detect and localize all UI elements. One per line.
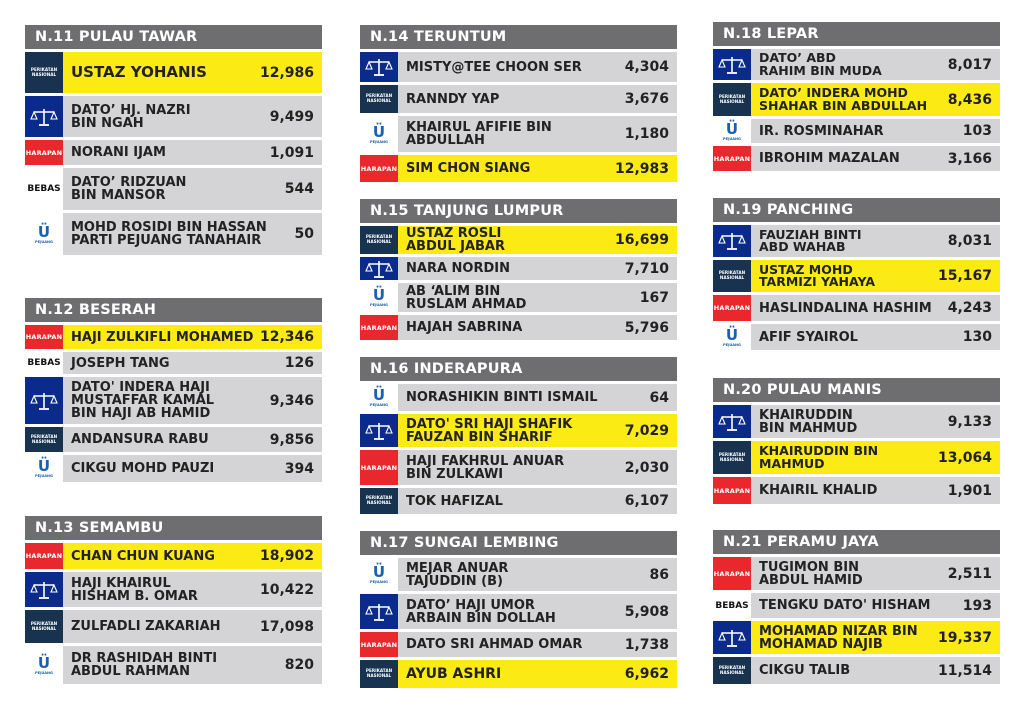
vote-count: 19,337 [937,629,992,646]
pejuang-logo-icon [360,558,398,591]
pn-logo-line2: NASIONAL [366,673,392,678]
candidate-name: HAJI ZULKIFLI MOHAMED [71,329,254,345]
pejuang-logo-icon [25,455,63,482]
pn-logo-line2: NASIONAL [366,239,392,244]
party-logo [713,83,751,116]
constituency-title: N.17 SUNGAI LEMBING [360,531,677,555]
pn-logo-line2: NASIONAL [31,625,57,631]
barisan-nasional-scales-icon [25,377,63,424]
independent-bebas-label: BEBAS [25,352,63,374]
pejuang-mark: Ü [372,386,386,404]
candidate-name: DATO' INDERA HAJI MUSTAFFAR KAMAL BIN HAJI AB HAMID [71,380,215,421]
candidate-name: JOSEPH TANG [71,355,170,371]
pejuang-logo-icon [25,646,63,684]
constituency-title: N.20 PULAU MANIS [713,378,1000,402]
vote-count: 7,029 [624,422,669,439]
vote-count: 3,166 [947,150,992,167]
pn-logo-line2: NASIONAL [719,456,745,462]
party-logo [25,213,63,255]
candidate-name: NORASHIKIN BINTI ISMAIL [406,390,598,405]
candidate-row [713,49,1000,80]
ph-logo-text: HARAPAN [25,148,63,157]
pakatan-harapan-logo-icon [713,146,751,171]
party-logo [25,96,63,137]
pejuang-logo-text: PEJUANG [723,342,741,347]
party-logo [25,427,63,452]
candidate-row [713,477,1000,504]
candidate-row [360,257,677,280]
party-logo [360,315,398,340]
candidate-name: SIM CHON SIANG [406,161,531,176]
party-logo [25,572,63,607]
candidate-row [25,352,322,374]
candidate-name: CIKGU TALIB [759,663,851,678]
constituency-n18 [713,22,1000,171]
vote-count: 2,511 [947,565,992,582]
party-logo [713,621,751,654]
vote-count: 86 [649,566,669,583]
candidate-name: DR RASHIDAH BINTI ABDUL RAHMAN [71,651,218,679]
constituency-title: N.13 SEMAMBU [25,516,322,540]
candidate-name: MOHD ROSIDI BIN HASSAN PARTI PEJUANG TANAHAIR [71,220,267,248]
perikatan-nasional-logo-icon [713,83,751,116]
candidate-row-winner [360,660,677,688]
party-logo [25,325,63,349]
vote-count: 12,986 [259,64,314,81]
candidate-row [25,610,322,643]
candidate-name: DATO’ HJ. NAZRI BIN NGAH [71,102,191,131]
vote-count: 64 [649,389,669,406]
candidate-name: DATO’ RIDZUAN BIN MANSOR [71,175,187,203]
barisan-nasional-scales-icon [360,257,398,280]
candidate-row [713,295,1000,321]
pakatan-harapan-logo-icon [360,450,398,485]
vote-count: 2,030 [624,459,669,476]
party-logo [25,543,63,569]
candidate-row [25,646,322,684]
pakatan-harapan-logo-icon [360,315,398,340]
ph-logo-text: HARAPAN [25,552,63,560]
constituency-n20 [713,378,1000,504]
vote-count: 13,064 [937,449,992,466]
party-logo [360,85,398,113]
vote-count: 1,901 [947,482,992,499]
candidate-name: DATO’ INDERA MOHD SHAHAR BIN ABDULLAH [759,85,928,113]
pejuang-mark: Ü [372,122,386,141]
party-logo [25,646,63,684]
party-logo [713,295,751,321]
ph-logo-text: HARAPAN [713,154,751,163]
pejuang-logo-icon [713,324,751,350]
party-logo [713,477,751,504]
party-logo [25,610,63,643]
party-logo [713,593,751,618]
pn-logo-line1: PERIKATAN [718,270,746,276]
constituency-n11 [25,25,322,255]
constituency-n19 [713,198,1000,350]
pejuang-logo-text: PEJUANG [723,136,741,141]
candidate-name: KHAIRIL KHALID [759,483,878,498]
constituency-title: N.12 BESERAH [25,298,322,322]
perikatan-nasional-logo-icon [360,85,398,113]
candidate-name: DATO’ HAJI UMOR ARBAIN BIN DOLLAH [406,597,556,626]
candidate-name: USTAZ MOHD TARMIZI YAHAYA [759,261,876,289]
party-logo [713,119,751,143]
candidate-row-winner [25,325,322,349]
party-logo [360,116,398,152]
vote-count: 7,710 [624,260,669,277]
constituency-title: N.15 TANJUNG LUMPUR [360,199,677,223]
perikatan-nasional-logo-icon [713,260,751,292]
vote-count: 50 [294,226,314,242]
vote-count: 4,304 [624,59,669,75]
candidate-name: RANNDY YAP [406,91,500,107]
candidate-name: KHAIRUL AFIFIE BIN ABDULLAH [406,120,552,148]
pakatan-harapan-logo-icon [360,632,398,657]
candidate-row-winner [713,260,1000,292]
candidate-row [25,213,322,255]
party-logo [360,450,398,485]
pakatan-harapan-logo-icon [25,543,63,569]
barisan-nasional-scales-icon [360,414,398,447]
pejuang-mark: Ü [37,457,51,475]
candidate-name: NORANI IJAM [71,145,166,160]
party-logo [360,414,398,447]
pejuang-logo-text: PEJUANG [35,670,53,675]
party-logo [360,558,398,591]
barisan-nasional-scales-icon [713,225,751,257]
candidate-name: CHAN CHUN KUANG [71,548,215,564]
pakatan-harapan-logo-icon [713,295,751,321]
candidate-row [360,450,677,485]
pn-logo-line1: PERIKATAN [365,234,393,240]
vote-count: 5,796 [624,319,669,336]
vote-count: 3,676 [624,91,669,107]
party-logo [25,455,63,482]
candidate-row [25,427,322,452]
candidate-row [713,557,1000,590]
barisan-nasional-scales-icon [713,405,751,438]
party-logo [360,283,398,312]
candidate-name: TUGIMON BIN ABDUL HAMID [759,559,863,588]
constituency-title: N.16 INDERAPURA [360,357,677,381]
pn-logo-line1: PERIKATAN [718,664,746,670]
candidate-row [25,455,322,482]
vote-count: 9,346 [269,392,314,409]
candidate-name: HAJI FAKHRUL ANUAR BIN ZULKAWI [406,453,565,482]
party-logo [713,441,751,474]
party-logo [360,660,398,688]
vote-count: 130 [962,329,992,345]
candidate-row-winner [360,414,677,447]
candidate-row-winner [713,441,1000,474]
vote-count: 9,856 [269,431,314,448]
candidate-row [360,283,677,312]
pn-logo-line1: PERIKATAN [365,668,393,674]
candidate-name: HAJI KHAIRUL HISHAM B. OMAR [71,575,198,604]
pn-logo-line1: PERIKATAN [365,495,393,501]
pn-logo-line1: PERIKATAN [365,93,393,99]
candidate-name: CIKGU MOHD PAUZI [71,461,215,476]
ph-logo-text: HARAPAN [360,463,398,472]
barisan-nasional-scales-icon [25,572,63,607]
candidate-name: KHAIRUDDIN BIN MAHMUD [759,443,879,471]
party-logo [360,52,398,82]
candidate-name: TOK HAFIZAL [406,493,503,509]
pakatan-harapan-logo-icon [360,155,398,182]
pejuang-logo-icon [713,119,751,143]
vote-count: 10,422 [259,581,314,598]
candidate-row-winner [360,155,677,182]
party-logo [713,225,751,257]
pakatan-harapan-logo-icon [25,140,63,165]
pn-logo-line2: NASIONAL [719,98,745,104]
candidate-name: ZULFADLI ZAKARIAH [71,619,221,634]
independent-bebas-label: BEBAS [713,593,751,618]
constituency-title: N.11 PULAU TAWAR [25,25,322,49]
pakatan-harapan-logo-icon [713,477,751,504]
candidate-row-winner [713,621,1000,654]
party-logo [25,52,63,93]
constituency-title: N.18 LEPAR [713,22,1000,46]
perikatan-nasional-logo-icon [360,660,398,688]
candidate-name: AB ‘ALIM BIN RUSLAM AHMAD [406,283,527,312]
pejuang-logo-icon [360,283,398,312]
pejuang-mark: Ü [372,286,386,304]
pejuang-logo-text: PEJUANG [35,239,53,244]
candidate-name: AFIF SYAIROL [759,329,858,345]
pejuang-mark: Ü [725,325,739,344]
pejuang-logo-icon [360,384,398,411]
party-logo [713,557,751,590]
candidate-name: FAUZIAH BINTI ABD WAHAB [759,226,862,254]
candidate-row-winner [25,52,322,93]
perikatan-nasional-logo-icon [360,226,398,254]
ph-logo-text: HARAPAN [713,304,751,312]
party-logo [25,168,63,210]
candidate-name: USTAZ YOHANIS [71,63,207,81]
candidate-row-winner [713,83,1000,116]
constituency-n13 [25,516,322,684]
candidate-row-winner [25,543,322,569]
candidate-row [713,405,1000,438]
candidate-name: ANDANSURA RABU [71,432,209,447]
pakatan-harapan-logo-icon [25,325,63,349]
pejuang-mark: Ü [372,563,386,581]
vote-count: 9,499 [269,108,314,125]
pejuang-logo-icon [360,116,398,152]
perikatan-nasional-logo-icon [25,610,63,643]
party-logo [713,657,751,684]
candidate-row [713,225,1000,257]
pejuang-logo-icon [25,213,63,255]
vote-count: 12,983 [614,160,669,177]
party-logo [360,384,398,411]
ph-logo-text: HARAPAN [713,486,751,495]
vote-count: 6,962 [624,666,669,682]
candidate-row [360,632,677,657]
vote-count: 18,902 [259,548,314,564]
vote-count: 5,908 [624,603,669,620]
pn-logo-line1: PERIKATAN [30,433,58,439]
perikatan-nasional-logo-icon [713,441,751,474]
pejuang-logo-text: PEJUANG [370,139,388,144]
candidate-row [360,85,677,113]
vote-count: 1,738 [624,636,669,653]
vote-count: 126 [284,355,314,371]
pn-logo-line2: NASIONAL [719,275,745,280]
pejuang-mark: Ü [725,119,739,138]
candidate-name: KHAIRUDDIN BIN MAHMUD [759,407,858,436]
candidate-name: DATO' SRI HAJI SHAFIK FAUZAN BIN SHARIF [406,416,573,445]
pejuang-mark: Ü [37,653,51,672]
barisan-nasional-scales-icon [25,96,63,137]
candidate-row [25,140,322,165]
pn-logo-line2: NASIONAL [366,500,392,505]
pn-logo-line2: NASIONAL [31,438,57,444]
party-logo [25,352,63,374]
vote-count: 1,180 [624,126,669,142]
candidate-row [360,384,677,411]
candidate-row [25,168,322,210]
independent-bebas-label: BEBAS [25,168,63,210]
pejuang-mark: Ü [37,222,51,241]
constituency-n15 [360,199,677,340]
perikatan-nasional-logo-icon [713,657,751,684]
constituency-n17 [360,531,677,688]
candidate-name: DATO SRI AHMAD OMAR [406,637,583,652]
candidate-row [360,488,677,514]
pn-logo-line2: NASIONAL [719,669,745,675]
candidate-name: HAJAH SABRINA [406,320,523,335]
candidate-row [360,594,677,629]
pejuang-logo-text: PEJUANG [370,303,388,307]
constituency-n16 [360,357,677,514]
party-logo [25,140,63,165]
candidate-name: DATO’ ABD RAHIM BIN MUDA [759,50,882,78]
candidate-row [713,324,1000,350]
constituency-title: N.19 PANCHING [713,198,1000,222]
pejuang-logo-text: PEJUANG [35,474,53,478]
ph-logo-text: HARAPAN [713,569,751,578]
constituency-title: N.21 PERAMU JAYA [713,530,1000,554]
candidate-name: IR. ROSMINAHAR [759,123,884,139]
vote-count: 193 [962,597,992,614]
candidate-row [360,52,677,82]
candidate-name: IBROHIM MAZALAN [759,151,900,166]
party-logo [713,146,751,171]
pejuang-logo-text: PEJUANG [370,403,388,407]
candidate-name: AYUB ASHRI [406,666,502,682]
vote-count: 6,107 [624,493,669,509]
candidate-row [360,116,677,152]
vote-count: 4,243 [947,300,992,316]
candidate-row [360,315,677,340]
vote-count: 8,031 [947,233,992,249]
vote-count: 8,017 [947,56,992,73]
candidate-name: USTAZ ROSLI ABDUL JABAR [406,226,506,254]
candidate-name: MISTY@TEE CHOON SER [406,59,582,75]
candidate-name: MOHAMAD NIZAR BIN MOHAMAD NAJIB [759,623,918,652]
vote-count: 8,436 [947,91,992,108]
pn-logo-line1: PERIKATAN [718,93,746,99]
vote-count: 103 [962,123,992,139]
party-logo [713,260,751,292]
ph-logo-text: HARAPAN [360,164,398,173]
pn-logo-line2: NASIONAL [31,71,57,77]
barisan-nasional-scales-icon [360,52,398,82]
party-logo [713,324,751,350]
pn-logo-line1: PERIKATAN [718,451,746,457]
ph-logo-text: HARAPAN [25,333,63,341]
party-logo [25,377,63,424]
candidate-name: HASLINDALINA HASHIM [759,300,932,316]
vote-count: 1,091 [269,144,314,161]
party-logo [360,257,398,280]
party-logo [713,405,751,438]
perikatan-nasional-logo-icon [25,427,63,452]
party-logo [360,488,398,514]
constituency-title: N.14 TERUNTUM [360,25,677,49]
vote-count: 9,133 [947,413,992,430]
barisan-nasional-scales-icon [360,594,398,629]
vote-count: 544 [284,181,314,197]
party-logo [360,155,398,182]
ph-logo-text: HARAPAN [360,640,398,649]
candidate-name: NARA NORDIN [406,261,510,276]
candidate-row [25,377,322,424]
barisan-nasional-scales-icon [713,49,751,80]
candidate-row [713,593,1000,618]
vote-count: 16,699 [614,232,669,248]
party-logo [713,49,751,80]
candidate-row-winner [360,226,677,254]
ph-logo-text: HARAPAN [360,323,398,332]
vote-count: 167 [639,289,669,306]
vote-count: 12,346 [259,329,314,345]
perikatan-nasional-logo-icon [360,488,398,514]
pn-logo-line1: PERIKATAN [30,66,58,72]
vote-count: 394 [284,460,314,477]
party-logo [360,632,398,657]
candidate-row [713,146,1000,171]
barisan-nasional-scales-icon [713,621,751,654]
candidate-row [25,96,322,137]
candidate-name: MEJAR ANUAR TAJUDDIN (B) [406,560,509,589]
pn-logo-line2: NASIONAL [366,98,392,103]
constituency-n14 [360,25,677,182]
perikatan-nasional-logo-icon [25,52,63,93]
pn-logo-line1: PERIKATAN [30,620,58,626]
vote-count: 820 [284,657,314,673]
candidate-row [25,572,322,607]
candidate-row [713,657,1000,684]
constituency-n21 [713,530,1000,684]
vote-count: 11,514 [937,662,992,679]
party-logo [360,594,398,629]
candidate-row [360,558,677,591]
party-logo [360,226,398,254]
pakatan-harapan-logo-icon [713,557,751,590]
candidate-name: TENGKU DATO' HISHAM [759,598,931,613]
pejuang-logo-text: PEJUANG [370,580,388,584]
vote-count: 17,098 [259,618,314,635]
vote-count: 15,167 [937,268,992,284]
constituency-n12 [25,298,322,482]
candidate-row [713,119,1000,143]
